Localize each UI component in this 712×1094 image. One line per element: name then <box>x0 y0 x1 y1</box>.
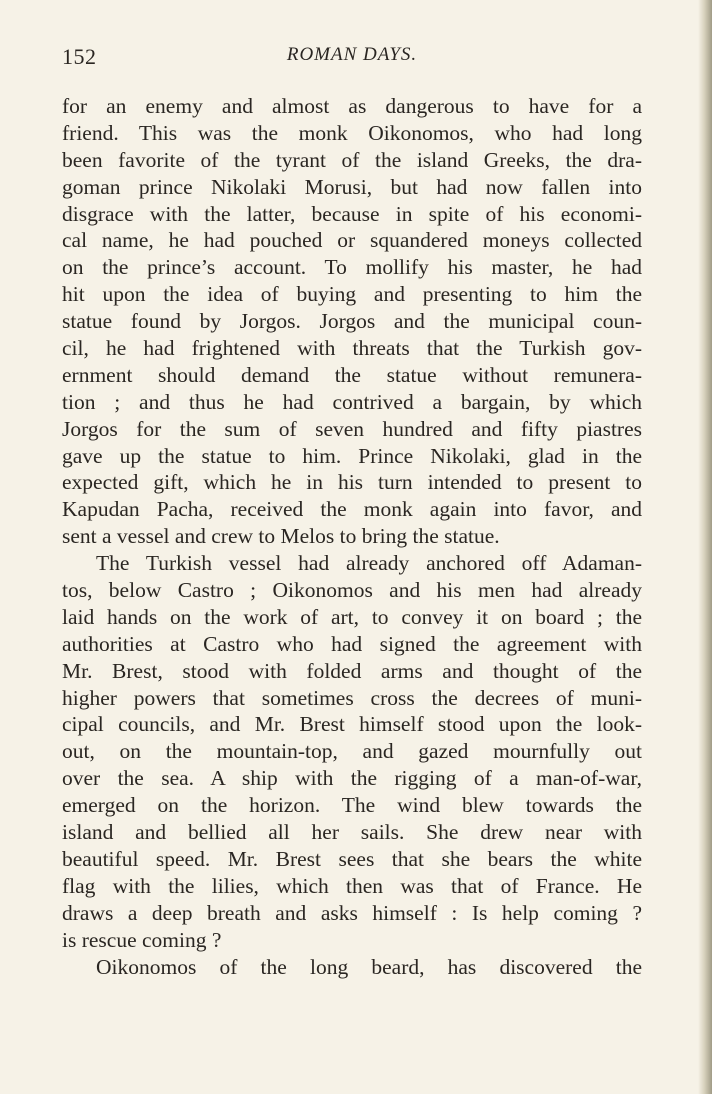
text-line: statue found by Jorgos. Jorgos and the municipal coun- <box>62 309 642 334</box>
text-line: sent a vessel and crew to Melos to bring the statue. <box>62 524 500 549</box>
text-line: been favorite of the tyrant of the island Greeks, the dra- <box>62 147 642 172</box>
running-head <box>62 44 642 74</box>
text-line: laid hands on the work of art, to convey it on board ; the <box>62 604 642 629</box>
text-line: Kapudan Pacha, received the monk again into favor, and <box>62 497 642 522</box>
text-line: tion ; and thus he had contrived a bargain, by which <box>62 389 642 414</box>
text-line: island and bellied all her sails. She drew near with <box>62 820 642 845</box>
text-line: goman prince Nikolaki Morusi, but had now fallen into <box>62 174 642 199</box>
text-line: flag with the lilies, which then was that of France. He <box>62 873 642 898</box>
text-line: Oikonomos of the long beard, has discovered the <box>96 954 642 979</box>
book-title: ROMAN DAYS. <box>286 44 418 65</box>
text-line: The Turkish vessel had already anchored off Adaman- <box>96 551 642 576</box>
text-line: Jorgos for the sum of seven hundred and fifty piastres <box>62 416 642 441</box>
text-line: friend. This was the monk Oikonomos, who had long <box>62 120 642 145</box>
text-line: ernment should demand the statue without remunera- <box>62 362 642 387</box>
text-line: cipal councils, and Mr. Brest himself stood upon the look- <box>62 712 642 737</box>
text-line: disgrace with the latter, because in spite of his economi- <box>62 201 642 226</box>
text-line: for an enemy and almost as dangerous to have for a <box>62 94 642 118</box>
text-line: authorities at Castro who had signed the agreement with <box>62 631 642 656</box>
text-line: out, on the mountain-top, and gazed mournfully out <box>62 739 642 764</box>
text-line: over the sea. A ship with the rigging of a man-of-war, <box>62 766 642 791</box>
page-edge-shadow <box>698 0 712 1094</box>
text-line: Mr. Brest, stood with folded arms and thought of the <box>62 658 642 683</box>
text-line: cil, he had frightened with threats that the Turkish gov- <box>62 336 642 361</box>
text-line: on the prince’s account. To mollify his master, he had <box>62 255 642 280</box>
text-line: beautiful speed. Mr. Brest sees that she bears the white <box>62 846 642 871</box>
text-line: gave up the statue to him. Prince Nikolaki, glad in the <box>62 443 642 468</box>
text-line: emerged on the horizon. The wind blew towards the <box>62 793 642 818</box>
text-line: expected gift, which he in his turn intended to present to <box>62 470 642 495</box>
text-line: tos, below Castro ; Oikonomos and his men had already <box>62 578 642 603</box>
text-line: is rescue coming ? <box>62 927 222 952</box>
body-text <box>62 93 642 980</box>
text-line: higher powers that sometimes cross the decrees of muni- <box>62 685 642 710</box>
text-line: hit upon the idea of buying and presenting to him the <box>62 282 642 307</box>
text-line: cal name, he had pouched or squandered moneys collected <box>62 228 642 253</box>
text-line: draws a deep breath and asks himself : Is help coming ? <box>62 900 642 925</box>
page-number: 152 <box>62 44 97 69</box>
